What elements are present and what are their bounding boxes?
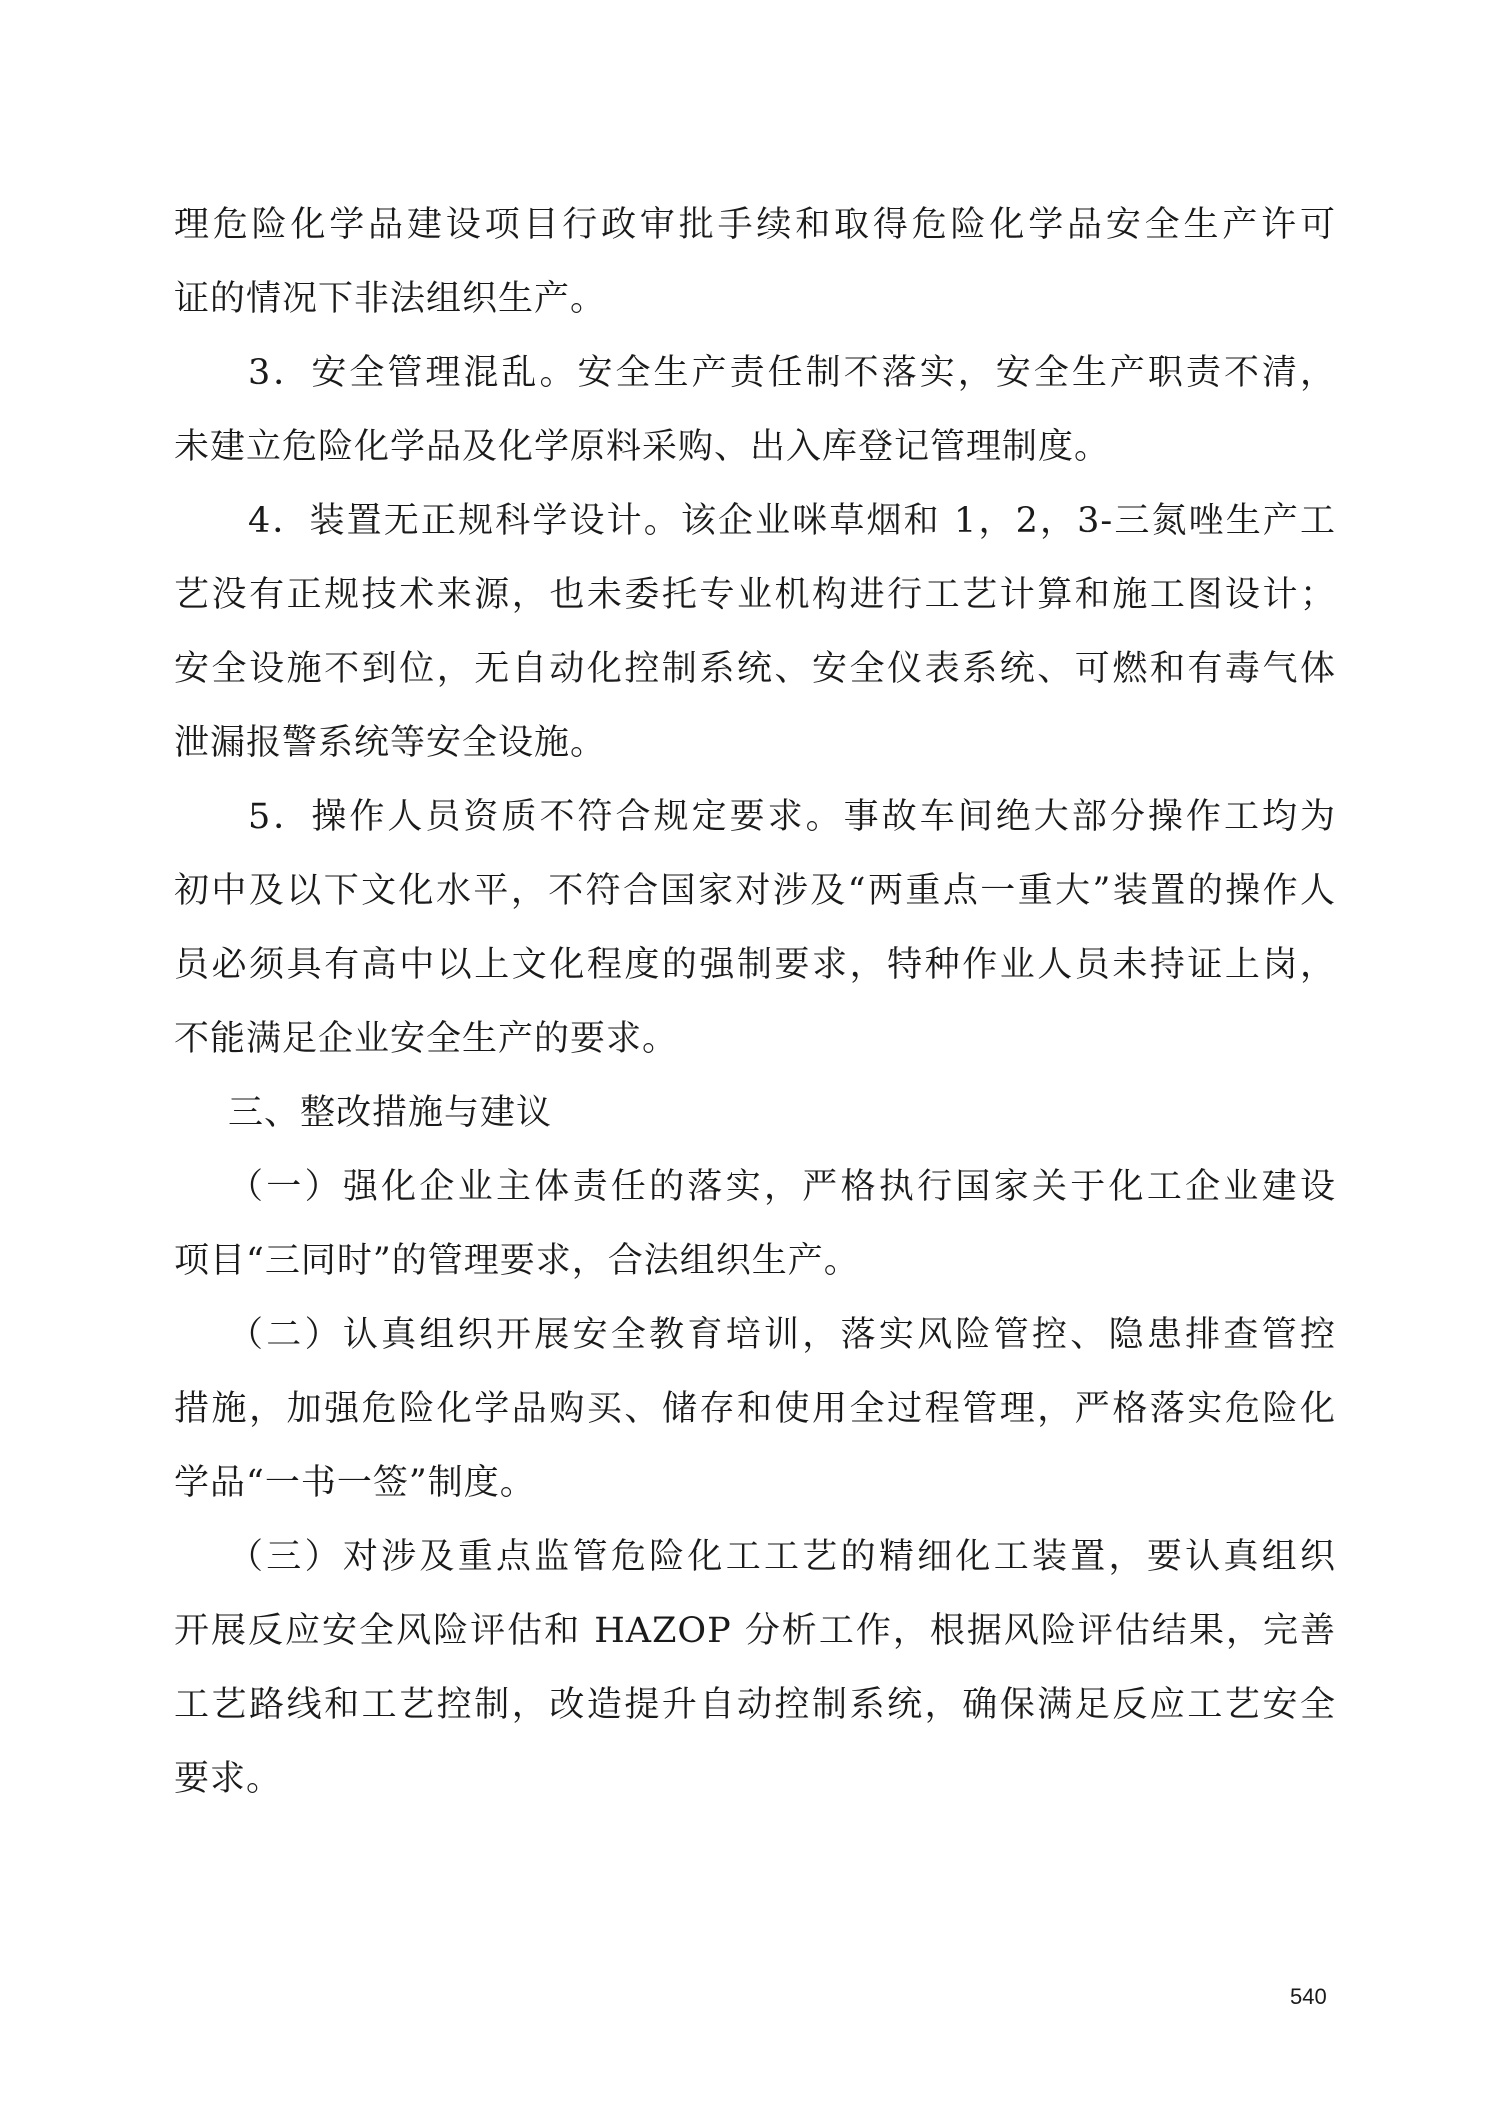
paragraph-measure-2 <box>174 1298 1336 1520</box>
paragraph-item-3 <box>174 336 1336 484</box>
text-line: 初中及以下文化水平，不符合国家对涉及“两重点一重大”装置的操作人 <box>174 871 1336 911</box>
text-line: 工艺路线和工艺控制，改造提升自动控制系统，确保满足反应工艺安全 <box>174 1685 1336 1725</box>
paragraph-item-4 <box>174 484 1336 780</box>
text-line: 不能满足企业安全生产的要求。 <box>174 1019 679 1059</box>
text-line: （一）强化企业主体责任的落实，严格执行国家关于化工企业建设 <box>228 1167 1336 1207</box>
text-line: 3．安全管理混乱。安全生产责任制不落实，安全生产职责不清， <box>248 353 1336 393</box>
text-line: 安全设施不到位，无自动化控制系统、安全仪表系统、可燃和有毒气体 <box>174 649 1336 689</box>
text-line: 5．操作人员资质不符合规定要求。事故车间绝大部分操作工均为 <box>248 797 1336 837</box>
text-line: 员必须具有高中以上文化程度的强制要求，特种作业人员未持证上岗， <box>174 945 1336 985</box>
page-number: 540 <box>1290 1984 1327 2009</box>
text-line: （二）认真组织开展安全教育培训，落实风险管控、隐患排查管控 <box>228 1315 1336 1355</box>
text-line: 艺没有正规技术来源，也未委托专业机构进行工艺计算和施工图设计； <box>174 575 1336 615</box>
paragraph-measure-1 <box>174 1150 1336 1298</box>
text-line: 4．装置无正规科学设计。该企业咪草烟和 1，2，3-三氮唑生产工 <box>248 501 1336 541</box>
text-line: 要求。 <box>174 1759 283 1799</box>
document-body <box>174 188 1336 1816</box>
text-line: 措施，加强危险化学品购买、储存和使用全过程管理，严格落实危险化 <box>174 1389 1336 1429</box>
paragraph-measure-3 <box>174 1520 1336 1816</box>
text-line: 未建立危险化学品及化学原料采购、出入库登记管理制度。 <box>174 427 1111 467</box>
text-line: 学品“一书一签”制度。 <box>174 1463 536 1503</box>
paragraph-continuation <box>174 188 1336 336</box>
section-heading: 三、整改措施与建议 <box>228 1093 553 1133</box>
text-line: 开展反应安全风险评估和 HAZOP 分析工作，根据风险评估结果，完善 <box>174 1611 1336 1651</box>
text-line: 理危险化学品建设项目行政审批手续和取得危险化学品安全生产许可 <box>174 205 1336 245</box>
text-line: 项目“三同时”的管理要求，合法组织生产。 <box>174 1241 860 1281</box>
paragraph-item-5 <box>174 780 1336 1076</box>
text-line: 证的情况下非法组织生产。 <box>174 279 607 319</box>
text-line: （三）对涉及重点监管危险化工工艺的精细化工装置，要认真组织 <box>228 1537 1336 1577</box>
text-line: 泄漏报警系统等安全设施。 <box>174 723 607 763</box>
